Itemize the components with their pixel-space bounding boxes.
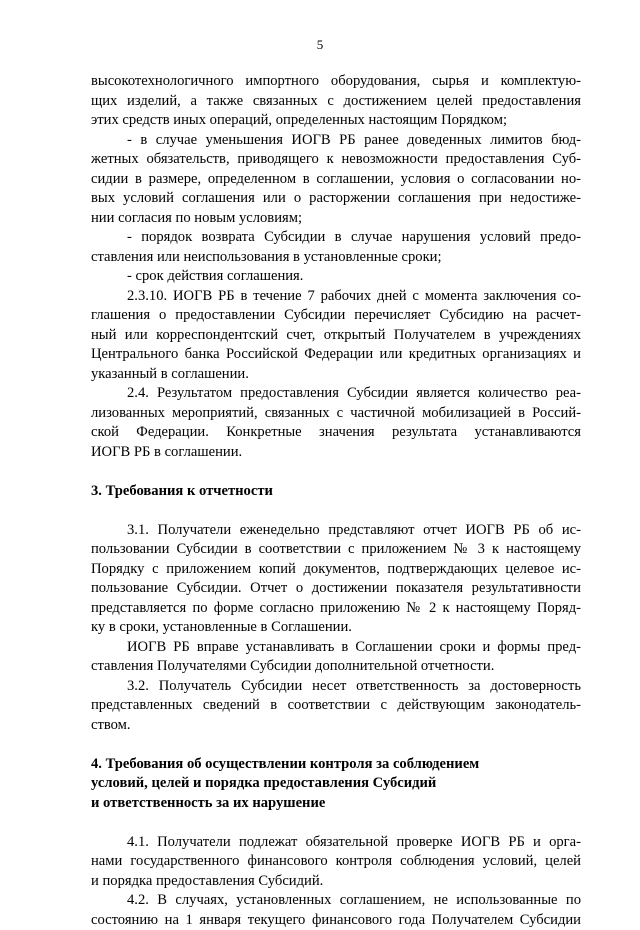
section-heading-line: 3. Требования к отчетности xyxy=(91,482,581,502)
text-line: представляется по форме согласно приложению № 2 к настоящему Поряд- xyxy=(91,599,581,619)
text-line: ИОГВ РБ вправе устанавливать в Соглашении сроки и формы пред- xyxy=(91,638,581,658)
text-line: 2.4. Результатом предоставления Субсидии является количество реа- xyxy=(91,384,581,404)
text-line: щих изделий, а также связанных с достижением целей предоставления xyxy=(91,92,581,112)
document-body xyxy=(91,72,581,930)
blank-line xyxy=(91,735,581,755)
section-heading-line: 4. Требования об осуществлении контроля за соблюдением xyxy=(91,755,581,775)
text-line: ством. xyxy=(91,716,581,736)
text-line: нами государственного финансового контроля соблюдения условий, целей xyxy=(91,852,581,872)
text-line: нии согласия по новым условиям; xyxy=(91,209,581,229)
text-line: ской Федерации. Конкретные значения результата устанавливаются xyxy=(91,423,581,443)
page-number: 5 xyxy=(0,37,640,52)
text-line: и порядка предоставления Субсидий. xyxy=(91,872,581,892)
text-line: указанный в соглашении. xyxy=(91,365,581,385)
text-line: ставления Получателями Субсидии дополнительной отчетности. xyxy=(91,657,581,677)
blank-line xyxy=(91,462,581,482)
text-line: 4.2. В случаях, установленных соглашением, не использованные по xyxy=(91,891,581,911)
text-line: состоянию на 1 января текущего финансового года Получателем Субсидии xyxy=(91,911,581,930)
text-line: пользование Субсидии. Отчет о достижении показателя результативности xyxy=(91,579,581,599)
text-line: - срок действия соглашения. xyxy=(91,267,581,287)
text-line: 3.2. Получатель Субсидии несет ответственность за достоверность xyxy=(91,677,581,697)
blank-line xyxy=(91,501,581,521)
text-line: ный или корреспондентский счет, открытый Получателем в учреждениях xyxy=(91,326,581,346)
text-line: глашения о предоставлении Субсидии перечисляет Субсидию на расчет- xyxy=(91,306,581,326)
text-line: этих средств иных операций, определенных настоящим Порядком; xyxy=(91,111,581,131)
text-line: - в случае уменьшения ИОГВ РБ ранее доведенных лимитов бюд- xyxy=(91,131,581,151)
text-line: ку в сроки, установленные в Соглашении. xyxy=(91,618,581,638)
blank-line xyxy=(91,813,581,833)
text-line: Центрального банка Российской Федерации или кредитных организациях и xyxy=(91,345,581,365)
section-heading-line: условий, целей и порядка предоставления Субсидий xyxy=(91,774,581,794)
text-line: высокотехнологичного импортного оборудования, сырья и комплектую- xyxy=(91,72,581,92)
text-line: сидии в размере, определенном в соглашении, условия о согласовании но- xyxy=(91,170,581,190)
text-line: 3.1. Получатели еженедельно представляют отчет ИОГВ РБ об ис- xyxy=(91,521,581,541)
text-line: Порядку с приложением копий документов, подтверждающих целевое ис- xyxy=(91,560,581,580)
text-line: представленных сведений в соответствии с действующим законодатель- xyxy=(91,696,581,716)
text-line: 4.1. Получатели подлежат обязательной проверке ИОГВ РБ и орга- xyxy=(91,833,581,853)
text-line: лизованных мероприятий, связанных с частичной мобилизацией в Россий- xyxy=(91,404,581,424)
text-line: ставления или неиспользования в установленные сроки; xyxy=(91,248,581,268)
text-line: жетных обязательств, приводящего к невозможности предоставления Суб- xyxy=(91,150,581,170)
text-line: вых условий соглашения или о расторжении соглашения при недостиже- xyxy=(91,189,581,209)
section-heading-line: и ответственность за их нарушение xyxy=(91,794,581,814)
text-line: 2.3.10. ИОГВ РБ в течение 7 рабочих дней с момента заключения со- xyxy=(91,287,581,307)
text-line: пользовании Субсидии в соответствии с приложением № 3 к настоящему xyxy=(91,540,581,560)
text-line: - порядок возврата Субсидии в случае нарушения условий предо- xyxy=(91,228,581,248)
text-line: ИОГВ РБ в соглашении. xyxy=(91,443,581,463)
